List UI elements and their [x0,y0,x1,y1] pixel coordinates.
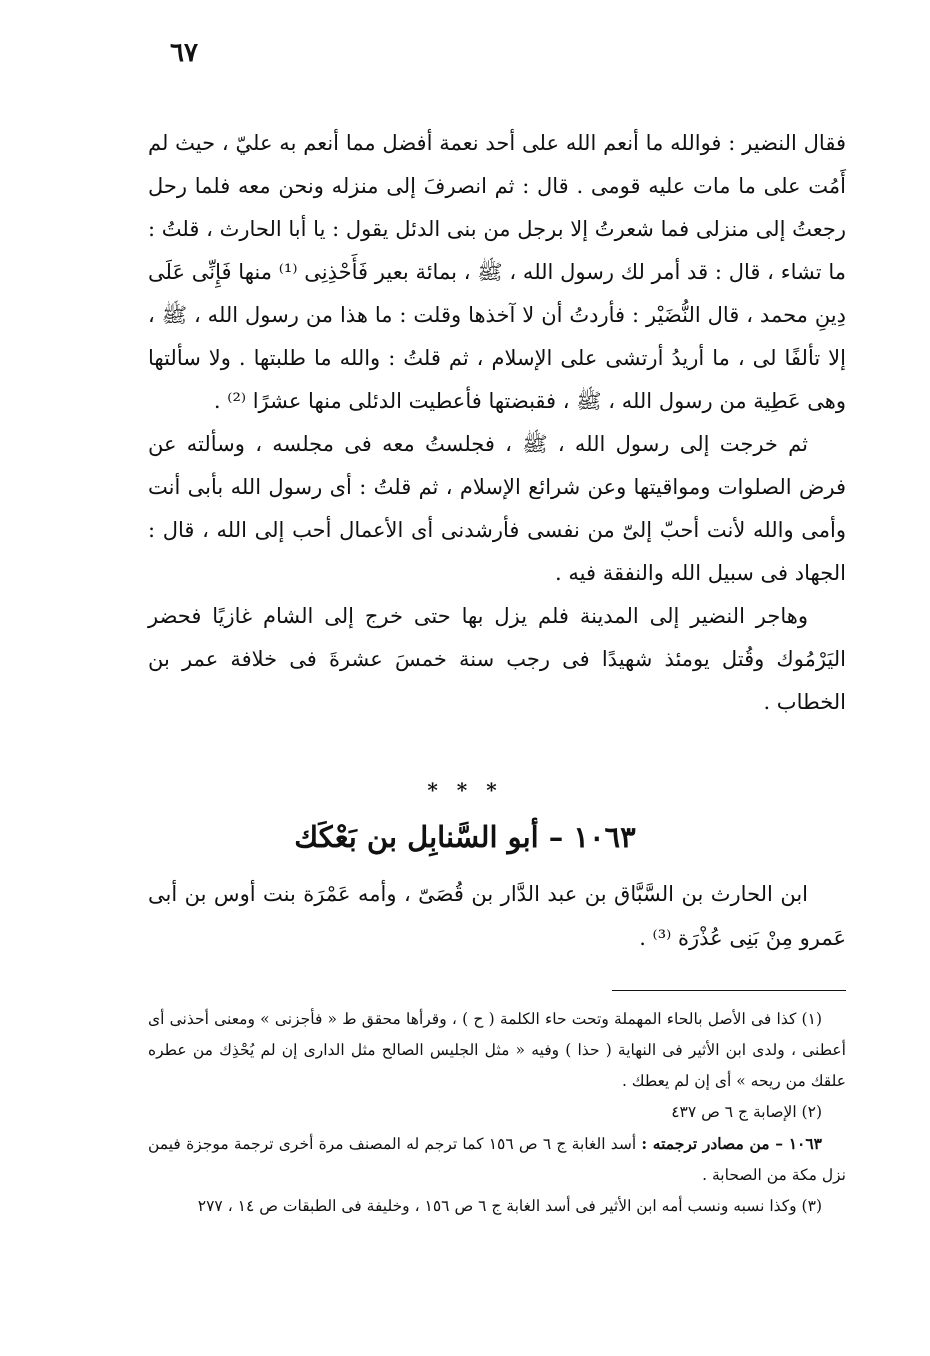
section-separator: * * * [427,778,503,802]
paragraph: ابن الحارث بن السَّبَّاق بن عبد الدَّار بن قُصَىّ ، وأمه عَمْرَة بنت أوس بن أبى عَمرو مِنْ بَنِى عُذْرَة ⁽³⁾ . [148,882,846,950]
footnote: (٢) الإصابة ج ٦ ص ٤٣٧ [671,1103,822,1121]
footnotes [148,1004,846,1222]
entry-body [148,872,846,960]
paragraph: فقال النضير : فوالله ما أنعم الله على أحد نعمة أفضل مما أنعم به عليّ ، حيث لم أَمُت على ما مات عليه قومى . قال : ثم انصرفَ إلى منزله ونحن معه فلما رحل رجعتُ إلى منزلى فما شعرتُ إلا برجل من بنى الدئل يقول : يا أبا الحارث ، قلتُ : ما تشاء ، قال : قد أمر لك رسول الله ، ﷺ ، بمائة بعير فَأَحْذِنِى ⁽¹⁾ منها فَإِنِّى عَلَى دِينِ محمد ، قال النُّضَيْر : فأردتُ أن لا آخذها وقلت : ما هذا من رسول الله ، ﷺ ، إلا تألفًا لى ، ما أريدُ أرتشى على الإسلام ، ثم قلتُ : والله ما طلبتها . ولا سألتها وهى عَطِية من رسول الله ، ﷺ ، فقبضتها فأعطيت الدئلى منها عشرًا ⁽²⁾ . [148,131,846,413]
footnote: (٣) وكذا نسبه ونسب أمه ابن الأثير فى أسد الغابة ج ٦ ص ١٥٦ ، وخليفة فى الطبقات ص ١٤ ، ٢٧٧ [197,1197,822,1215]
footnote-source-text: أسد الغابة ج ٦ ص ١٥٦ كما ترجم له المصنف مرة أخرى ترجمة موجزة فيمن نزل مكة من الصحابة . [148,1135,846,1184]
footnote-source-label: ١٠٦٣ – من مصادر ترجمته : [641,1134,822,1153]
paragraph: ثم خرجت إلى رسول الله ، ﷺ ، فجلستُ معه فى مجلسه ، وسألته عن فرض الصلوات ومواقيتها وعن شرائع الإسلام ، ثم قلتُ : أى رسول الله بأبى أنت وأمى والله لأنت أحبّ إلىّ من نفسى فأرشدنى أى الأعمال أحب إلى الله ، قال : الجهاد فى سبيل الله والنفقة فيه . [148,432,846,585]
footnote-divider [612,990,846,991]
entry-heading: ١٠٦٣ – أبو السَّنابِل بن بَعْكَك [294,820,636,854]
footnote [148,1128,846,1191]
footnote: (١) كذا فى الأصل بالحاء المهملة وتحت حاء الكلمة ( ح ) ، وقرأها محقق ط « فأجزنى » ومعنى أحذنى أى أعطنى ، ولدى ابن الأثير فى النهاية ( حذا ) وفيه « مثل الجليس الصالح مثل الدارى إن لم يُحْذِك من عطره علقك من ريحه » أى إن لم يعطك . [148,1010,846,1090]
page-number: ٦٧ [170,38,198,68]
paragraph: وهاجر النضير إلى المدينة فلم يزل بها حتى خرج إلى الشام غازيًا فحضر اليَرْمُوك وقُتل يومئذ شهيدًا فى رجب سنة خمسَ عشرةَ فى خلافة عمر بن الخطاب . [148,604,846,714]
main-text [148,122,846,724]
